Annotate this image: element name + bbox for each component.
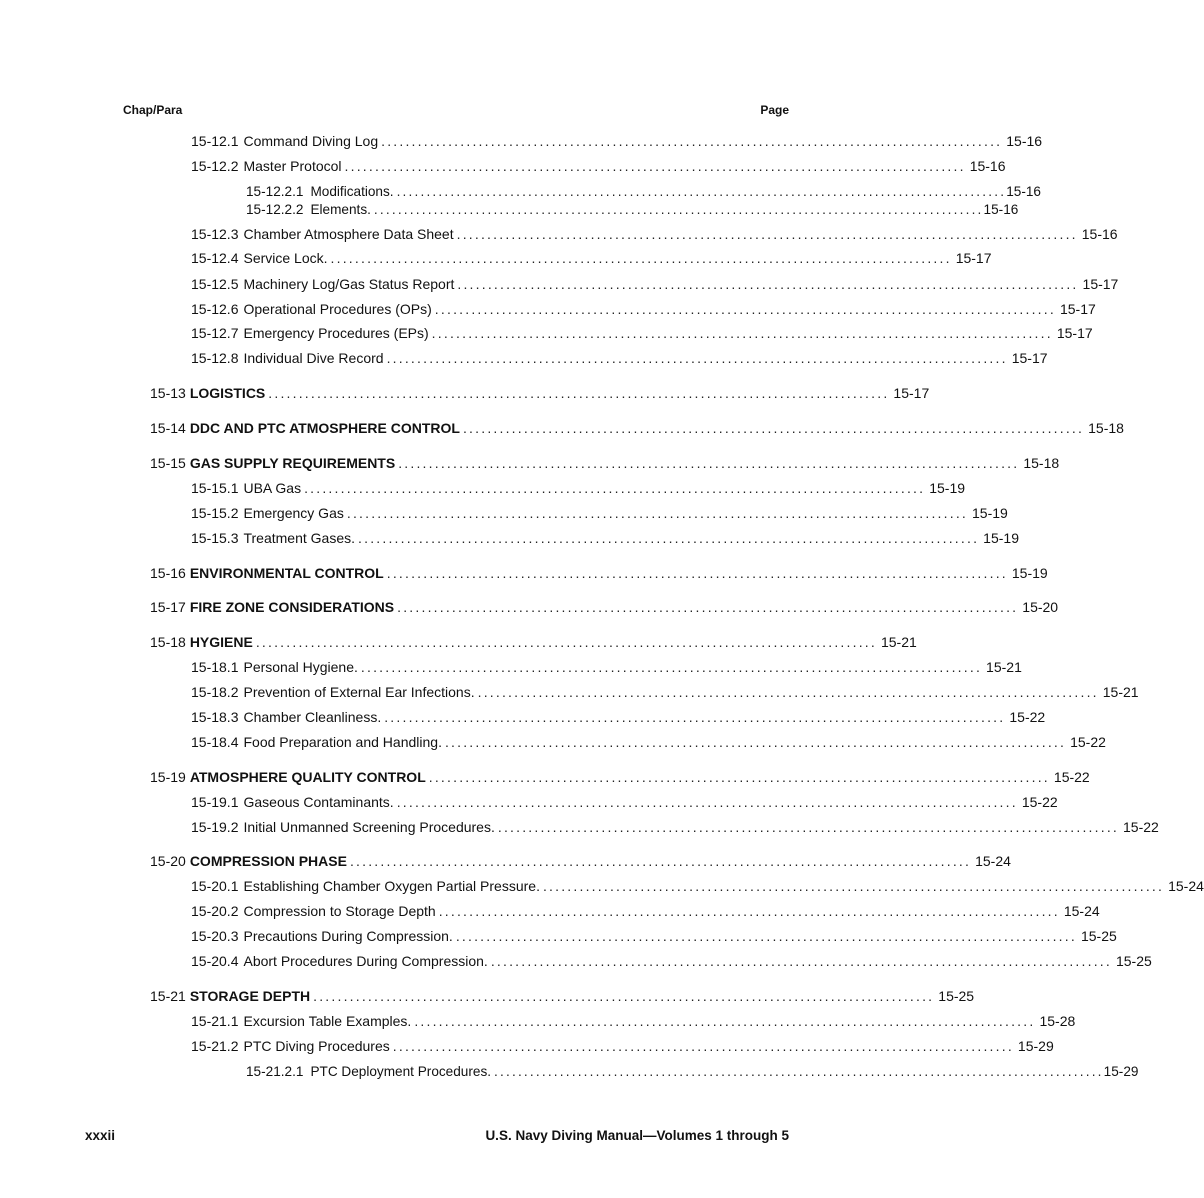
toc-entry-page: 15-21 bbox=[986, 659, 1022, 675]
dot-leader: ...................................................................................................... bbox=[386, 565, 1008, 581]
toc-entry-title: Chamber Cleanliness. bbox=[243, 709, 382, 725]
toc-entry[interactable] bbox=[191, 794, 1058, 811]
dot-leader: ...................................................................................................... bbox=[360, 659, 983, 675]
dot-leader: ...................................................................................................... bbox=[397, 599, 1019, 615]
toc-entry-page: 15-22 bbox=[1070, 734, 1106, 750]
toc-entry-page: 15-24 bbox=[1063, 903, 1100, 919]
toc-entry-title: Elements. bbox=[310, 202, 371, 217]
dot-leader: ...................................................................................................... bbox=[330, 250, 952, 266]
toc-entry-number: 15-20.4 bbox=[191, 953, 239, 969]
toc-entry[interactable] bbox=[150, 634, 917, 651]
toc-entry-number: 15-21.2.1 bbox=[246, 1064, 304, 1079]
toc-entry-number: 15-13 bbox=[150, 385, 186, 401]
toc-entry-page: 15-29 bbox=[1103, 1064, 1139, 1079]
toc-entry-page: 15-24 bbox=[975, 853, 1011, 869]
toc-entry[interactable] bbox=[191, 734, 1106, 751]
toc-entry-page: 15-25 bbox=[1115, 953, 1152, 969]
toc-entry-title: LOGISTICS bbox=[189, 385, 266, 401]
toc-entry[interactable] bbox=[150, 769, 1090, 786]
toc-entry-page: 15-29 bbox=[1017, 1038, 1054, 1054]
toc-entry-number: 15-20 bbox=[150, 853, 186, 869]
toc-entry[interactable] bbox=[191, 250, 992, 267]
toc-entry[interactable] bbox=[191, 709, 1046, 726]
toc-entry-number: 15-15.3 bbox=[191, 530, 239, 546]
toc-entry-number: 15-18.4 bbox=[191, 734, 239, 750]
toc-entry[interactable] bbox=[191, 133, 1043, 150]
toc-entry[interactable] bbox=[191, 480, 966, 497]
dot-leader: ...................................................................................................... bbox=[381, 133, 1003, 149]
toc-entry-page: 15-16 bbox=[969, 158, 1006, 174]
toc-entry[interactable] bbox=[191, 684, 1139, 701]
toc-entry-number: 15-21 bbox=[150, 988, 186, 1004]
toc-entry[interactable] bbox=[191, 1038, 1054, 1055]
toc-entry-title: Emergency Procedures (EPs) bbox=[243, 325, 429, 341]
toc-entry-title: COMPRESSION PHASE bbox=[189, 853, 347, 869]
toc-entry-page: 15-21 bbox=[880, 634, 917, 650]
toc-entry[interactable] bbox=[191, 928, 1117, 945]
toc-entry[interactable] bbox=[191, 530, 1019, 547]
dot-leader: ...................................................................................................... bbox=[304, 480, 926, 496]
toc-entry-title: Emergency Gas bbox=[243, 505, 344, 521]
toc-entry-number: 15-21.1 bbox=[191, 1013, 239, 1029]
toc-entry-page: 15-25 bbox=[1080, 928, 1117, 944]
toc-entry-page: 15-22 bbox=[1123, 819, 1159, 835]
toc-entry-number: 15-15 bbox=[150, 455, 186, 471]
toc-entry-page: 15-21 bbox=[1102, 684, 1139, 700]
toc-entry[interactable] bbox=[191, 350, 1048, 367]
toc-entry-title: Personal Hygiene. bbox=[243, 659, 358, 675]
toc-entry-number: 15-12.8 bbox=[191, 350, 239, 366]
toc-entry-number: 15-17 bbox=[150, 599, 186, 615]
toc-entry-title: Treatment Gases. bbox=[243, 530, 356, 546]
toc-entry-number: 15-18.3 bbox=[191, 709, 239, 725]
toc-entry[interactable] bbox=[150, 565, 1048, 582]
page-number: xxxii bbox=[85, 1128, 116, 1143]
toc-entry-title: Excursion Table Examples. bbox=[243, 1013, 412, 1029]
toc-entry-number: 15-15.1 bbox=[191, 480, 239, 496]
page-header-left: Chap/Para bbox=[123, 103, 183, 117]
dot-leader: ...................................................................................................... bbox=[344, 158, 966, 174]
toc-entry-title: Machinery Log/Gas Status Report bbox=[243, 276, 455, 292]
dot-leader: ...................................................................................................... bbox=[392, 1038, 1014, 1054]
toc-entry-number: 15-20.1 bbox=[191, 878, 239, 894]
dot-leader: ...................................................................................................... bbox=[457, 276, 1079, 292]
dot-leader: ...................................................................................................... bbox=[396, 184, 1007, 199]
toc-entry-number: 15-12.1 bbox=[191, 133, 239, 149]
toc-entry-page: 15-25 bbox=[938, 988, 975, 1004]
toc-entry-title: FIRE ZONE CONSIDERATIONS bbox=[189, 599, 395, 615]
toc-entry-title: Gaseous Contaminants. bbox=[243, 794, 394, 810]
dot-leader: ...................................................................................................... bbox=[542, 878, 1165, 894]
dot-leader: ...................................................................................................... bbox=[346, 505, 969, 521]
toc-entry-number: 15-12.4 bbox=[191, 250, 239, 266]
toc-entry-title: Initial Unmanned Screening Procedures. bbox=[243, 819, 495, 835]
dot-leader: ...................................................................................................... bbox=[268, 385, 890, 401]
toc-entry-title: ENVIRONMENTAL CONTROL bbox=[189, 565, 384, 581]
toc-entry-title: Chamber Atmosphere Data Sheet bbox=[243, 226, 454, 242]
dot-leader: ...................................................................................................... bbox=[456, 226, 1078, 242]
toc-entry-page: 15-24 bbox=[1168, 878, 1204, 894]
toc-entry[interactable] bbox=[191, 158, 1006, 175]
toc-entry-page: 15-20 bbox=[1022, 599, 1059, 615]
toc-entry-title: Master Protocol bbox=[243, 158, 342, 174]
toc-entry-number: 15-19.2 bbox=[191, 819, 239, 835]
toc-entry-title: Service Lock. bbox=[243, 250, 328, 266]
dot-leader: ...................................................................................................... bbox=[477, 684, 1099, 700]
toc-entry-page: 15-16 bbox=[983, 202, 1019, 217]
toc-entry[interactable] bbox=[150, 988, 975, 1005]
toc-entry[interactable] bbox=[191, 226, 1118, 243]
dot-leader: ...................................................................................................... bbox=[349, 853, 972, 869]
toc-entry-number: 15-12.6 bbox=[191, 301, 239, 317]
toc-entry-page: 15-17 bbox=[1011, 350, 1048, 366]
dot-leader: ...................................................................................................... bbox=[313, 988, 935, 1004]
toc-entry[interactable] bbox=[191, 505, 1008, 522]
toc-entry-title: Food Preparation and Handling. bbox=[243, 734, 442, 750]
toc-entry[interactable] bbox=[246, 201, 1019, 218]
toc-entry-page: 15-17 bbox=[1056, 325, 1093, 341]
toc-entry-page: 15-18 bbox=[1088, 420, 1124, 436]
toc-entry[interactable] bbox=[191, 819, 1159, 836]
toc-entry-page: 15-16 bbox=[1006, 184, 1041, 199]
page-header-right: Page bbox=[760, 103, 789, 117]
toc-entry[interactable] bbox=[191, 953, 1152, 970]
toc-entry-title: Prevention of External Ear Infections. bbox=[243, 684, 475, 700]
document-title: U.S. Navy Diving Manual—Volumes 1 through 5 bbox=[485, 1128, 789, 1143]
toc-entry-title: GAS SUPPLY REQUIREMENTS bbox=[189, 455, 396, 471]
dot-leader: ...................................................................................................... bbox=[398, 455, 1020, 471]
toc-entry-title: UBA Gas bbox=[243, 480, 302, 496]
toc-entry[interactable] bbox=[246, 183, 1041, 200]
toc-entry[interactable] bbox=[150, 455, 1060, 472]
toc-entry-title: STORAGE DEPTH bbox=[189, 988, 311, 1004]
toc-entry-title: Modifications. bbox=[310, 184, 394, 199]
toc-entry-page: 15-17 bbox=[1082, 276, 1119, 292]
toc-entry-number: 15-18 bbox=[150, 634, 186, 650]
toc-entry-page: 15-19 bbox=[1011, 565, 1048, 581]
dot-leader: ...................................................................................................... bbox=[490, 953, 1112, 969]
toc-entry[interactable] bbox=[150, 599, 1059, 616]
toc-entry-page: 15-18 bbox=[1023, 455, 1060, 471]
toc-entry-number: 15-12.2 bbox=[191, 158, 239, 174]
dot-leader: ...................................................................................................... bbox=[384, 709, 1006, 725]
toc-entry-title: Compression to Storage Depth bbox=[243, 903, 436, 919]
toc-entry[interactable] bbox=[191, 878, 1204, 895]
toc-entry-title: PTC Deployment Procedures. bbox=[310, 1064, 492, 1079]
dot-leader: ...................................................................................................... bbox=[434, 301, 1056, 317]
toc-entry-number: 15-20.3 bbox=[191, 928, 239, 944]
toc-entry-page: 15-17 bbox=[955, 250, 992, 266]
dot-leader: ...................................................................................................... bbox=[373, 202, 984, 217]
toc-entry-title: ATMOSPHERE QUALITY CONTROL bbox=[189, 769, 426, 785]
dot-leader: ...................................................................................................... bbox=[438, 903, 1060, 919]
toc-entry-title: PTC Diving Procedures bbox=[243, 1038, 390, 1054]
toc-entry-page: 15-16 bbox=[1081, 226, 1118, 242]
toc-entry[interactable] bbox=[191, 903, 1100, 920]
toc-entry-page: 15-19 bbox=[983, 530, 1019, 546]
toc-entry-number: 15-19 bbox=[150, 769, 186, 785]
toc-entry-page: 15-17 bbox=[893, 385, 930, 401]
dot-leader: ...................................................................................................... bbox=[494, 1064, 1104, 1079]
toc-entry-number: 15-12.3 bbox=[191, 226, 239, 242]
toc-entry-page: 15-28 bbox=[1039, 1013, 1076, 1029]
toc-entry-page: 15-16 bbox=[1006, 133, 1043, 149]
dot-leader: ...................................................................................................... bbox=[396, 794, 1018, 810]
toc-entry[interactable] bbox=[191, 325, 1093, 342]
toc-entry-title: DDC AND PTC ATMOSPHERE CONTROL bbox=[189, 420, 460, 436]
toc-entry-number: 15-20.2 bbox=[191, 903, 239, 919]
toc-entry-number: 15-16 bbox=[150, 565, 186, 581]
toc-entry[interactable] bbox=[191, 276, 1119, 293]
dot-leader: ...................................................................................................... bbox=[386, 350, 1008, 366]
dot-leader: ...................................................................................................... bbox=[431, 325, 1053, 341]
toc-entry[interactable] bbox=[191, 301, 1096, 318]
toc-entry-number: 15-12.7 bbox=[191, 325, 239, 341]
toc-entry-title: Command Diving Log bbox=[243, 133, 379, 149]
toc-entry-number: 15-21.2 bbox=[191, 1038, 239, 1054]
toc-entry-number: 15-12.2.2 bbox=[246, 202, 304, 217]
dot-leader: ...................................................................................................... bbox=[455, 928, 1077, 944]
toc-entry-number: 15-18.1 bbox=[191, 659, 239, 675]
toc-entry-title: Individual Dive Record bbox=[243, 350, 384, 366]
toc-entry-number: 15-14 bbox=[150, 420, 186, 436]
dot-leader: ...................................................................................................... bbox=[444, 734, 1067, 750]
toc-entry-title: Establishing Chamber Oxygen Partial Pressure. bbox=[243, 878, 540, 894]
toc-entry-number: 15-12.5 bbox=[191, 276, 239, 292]
toc-entry[interactable] bbox=[150, 420, 1124, 437]
dot-leader: ...................................................................................................... bbox=[428, 769, 1050, 785]
dot-leader: ...................................................................................................... bbox=[255, 634, 877, 650]
toc-entry[interactable] bbox=[150, 385, 930, 402]
toc-entry-page: 15-19 bbox=[972, 505, 1008, 521]
toc-entry[interactable] bbox=[150, 853, 1011, 870]
dot-leader: ...................................................................................................... bbox=[358, 530, 980, 546]
toc-entry-title: HYGIENE bbox=[189, 634, 253, 650]
toc-entry-page: 15-17 bbox=[1059, 301, 1096, 317]
dot-leader: ...................................................................................................... bbox=[414, 1013, 1036, 1029]
toc-entry-number: 15-12.2.1 bbox=[246, 184, 304, 199]
toc-entry-title: Precautions During Compression. bbox=[243, 928, 453, 944]
dot-leader: ...................................................................................................... bbox=[462, 420, 1085, 436]
toc-entry[interactable] bbox=[191, 1013, 1076, 1030]
toc-entry[interactable] bbox=[246, 1063, 1139, 1080]
toc-entry-title: Abort Procedures During Compression. bbox=[243, 953, 488, 969]
toc-entry-page: 15-19 bbox=[929, 480, 966, 496]
toc-entry-number: 15-18.2 bbox=[191, 684, 239, 700]
toc-entry-number: 15-15.2 bbox=[191, 505, 239, 521]
toc-entry-number: 15-19.1 bbox=[191, 794, 239, 810]
toc-entry-title: Operational Procedures (OPs) bbox=[243, 301, 432, 317]
toc-entry-page: 15-22 bbox=[1021, 794, 1058, 810]
toc-entry-page: 15-22 bbox=[1053, 769, 1090, 785]
toc-entry[interactable] bbox=[191, 659, 1022, 676]
dot-leader: ...................................................................................................... bbox=[497, 819, 1120, 835]
toc-entry-page: 15-22 bbox=[1009, 709, 1046, 725]
